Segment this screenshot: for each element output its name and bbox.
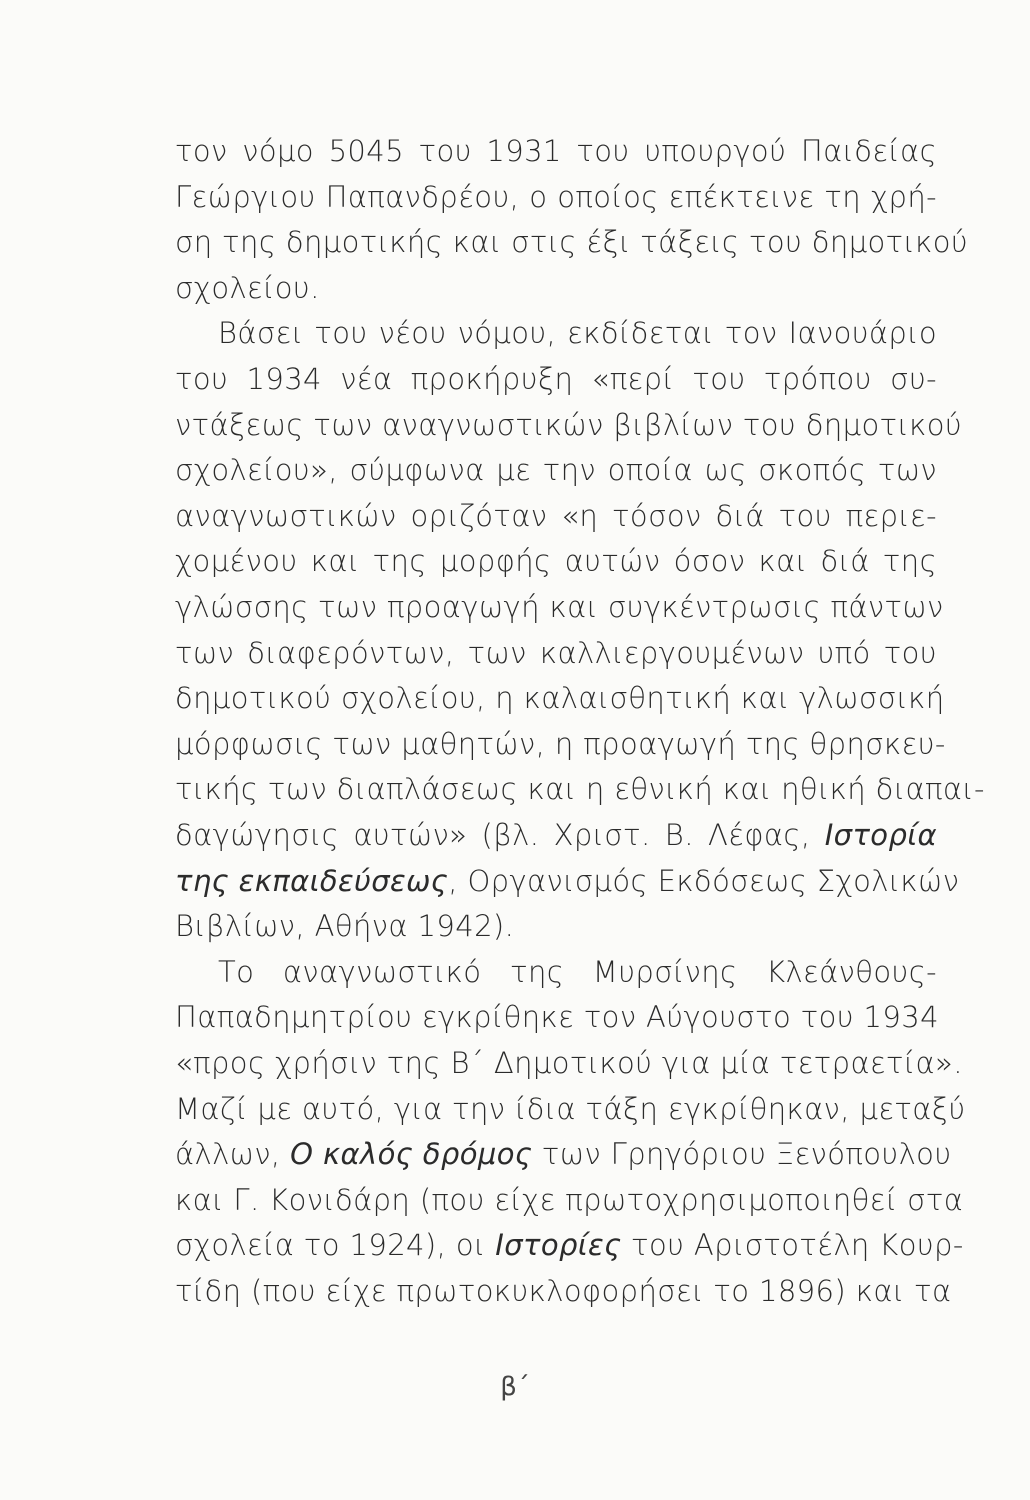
text-line: Βάσει του νέου νόμου, εκδίδεται τον Ιανουάριο [218,316,937,351]
text-span: δαγώγησις αυτών» (βλ. Χριστ. Β. Λέφας, [175,818,825,852]
text-line: σχολείου», σύμφωνα με την οποία ως σκοπός των [175,453,937,488]
text-line: «προς χρήσιν της Β΄ Δημοτικού για μία τετραετία». [175,1046,963,1080]
text-span: του Αριστοτέλη Κουρ- [621,1228,964,1263]
text-line: ση της δημοτικής και στις έξι τάξεις του δημοτικού [175,225,969,260]
text-line [175,1131,952,1177]
text-line: τον νόμο 5045 του 1931 του υπουργού Παιδείας [175,134,937,168]
text-line: Παπαδημητρίου εγκρίθηκε τον Αύγουστο του 1934 [175,1000,939,1035]
text-span: σχολεία το 1924), οι [175,1228,496,1263]
text-line: ντάξεως των αναγνωστικών βιβλίων του δημοτικού [175,407,963,442]
text-line [175,812,937,858]
text-line: Το αναγνωστικό της Μυρσίνης Κλεάνθους- [218,954,937,989]
text-line: των διαφερόντων, των καλλιεργουμένων υπό του [175,635,937,670]
text-line: τικής των διαπλάσεως και η εθνική και ηθική διαπαι- [175,772,985,807]
italic-title: Ο καλός δρόμος [290,1137,533,1172]
text-line: Βιβλίων, Αθήνα 1942). [175,909,515,944]
page-number: β΄ [500,1372,530,1402]
text-line: Μαζί με αυτό, για την ίδια τάξη εγκρίθηκαν, μεταξύ [175,1091,966,1126]
text-line: τίδη (που είχε πρωτοκυκλοφορήσει το 1896) και τα [175,1274,952,1308]
text-line: Γεώργιου Παπανδρέου, ο οποίος επέκτεινε τη χρή- [175,179,937,214]
text-line: του 1934 νέα προκήρυξη «περί του τρόπου συ- [175,362,937,396]
text-line: δημοτικού σχολείου, η καλαισθητική και γλωσσική [175,681,945,716]
text-span: των Γρηγόριου Ξενόπουλου [532,1137,952,1172]
text-line: αναγνωστικών οριζόταν «η τόσον διά του περιε- [175,498,937,533]
text-span: άλλων, [175,1137,291,1172]
text-line: σχολείου. [175,270,320,305]
text-line [175,1222,964,1268]
text-line: και Γ. Κονιδάρη (που είχε πρωτοχρησιμοποιηθεί στα [175,1182,964,1217]
text-line: γλώσσης των προαγωγή και συγκέντρωσις πάντων [175,590,944,624]
text-span: , Οργανισμός Εκδόσεως Σχολικών [448,863,960,898]
text-line [175,858,960,904]
italic-title: της εκπαιδεύσεως [175,863,449,898]
text-line: χομένου και της μορφής αυτών όσον και διά της [175,544,937,579]
text-line: μόρφωσις των μαθητών, η προαγωγή της θρησκευ- [175,726,946,761]
italic-title: Ιστορίες [495,1228,622,1263]
italic-title: Ιστορία [824,818,937,852]
